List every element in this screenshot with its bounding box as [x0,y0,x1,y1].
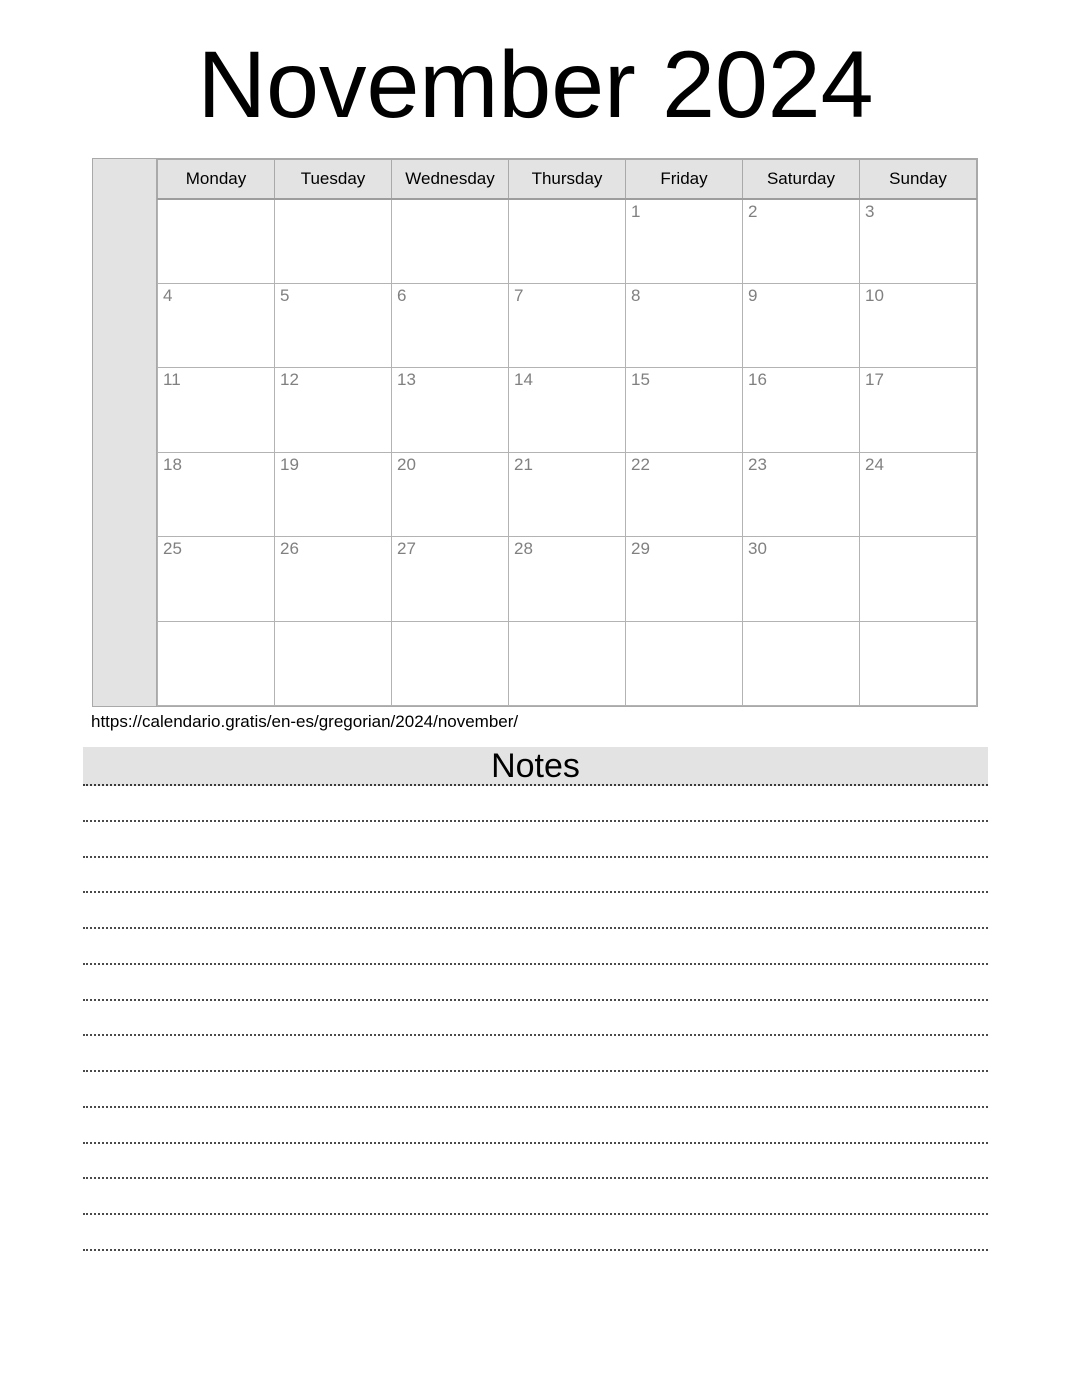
note-line [83,822,988,858]
calendar-cell [743,621,860,706]
week-row [158,621,977,706]
calendar-cell [860,368,977,453]
notes-title: Notes [491,747,580,785]
day-header: Wednesday [392,160,509,199]
day-number: 19 [280,454,299,474]
day-number: 15 [631,370,650,389]
calendar-cell [626,537,743,622]
calendar-cell [626,621,743,706]
calendar-cell [626,452,743,537]
calendar-cell [509,199,626,284]
note-line [83,1215,988,1251]
day-number: 7 [514,285,524,305]
calendar-cell [860,452,977,537]
calendar-cell [743,368,860,453]
calendar-cell [509,368,626,453]
day-number: 13 [397,370,416,389]
day-header: Sunday [860,160,977,199]
day-number: 24 [865,454,884,474]
week-row [158,283,977,368]
calendar-cell [275,621,392,706]
calendar-cell [275,452,392,537]
calendar-cell [392,537,509,622]
day-number: 11 [163,370,181,389]
calendar-cell [509,452,626,537]
calendar-cell [158,537,275,622]
week-row [158,199,977,284]
calendar-cell [509,537,626,622]
day-number: 16 [748,370,767,389]
note-line [83,965,988,1001]
calendar-cell [626,283,743,368]
week-gutter-column [93,159,157,706]
source-url: https://calendario.gratis/en-es/gregorian/2024/november/ [91,712,519,731]
day-number: 21 [514,454,533,474]
calendar-cell [158,199,275,284]
day-header: Monday [158,160,275,199]
day-number: 30 [748,539,767,558]
day-number: 17 [865,370,884,389]
day-header: Friday [626,160,743,199]
calendar-cell [158,452,275,537]
calendar-cell [626,199,743,284]
note-line [83,1108,988,1144]
week-row [158,368,977,453]
calendar-cell [158,621,275,706]
calendar-cell [743,283,860,368]
notes-lines [83,786,988,1251]
notes-header [83,747,988,786]
note-line [83,929,988,965]
day-number: 23 [748,454,767,474]
day-number: 25 [163,539,182,558]
day-number: 27 [397,539,416,558]
calendar [92,158,978,707]
day-header: Tuesday [275,160,392,199]
week-row [158,537,977,622]
note-line [83,1144,988,1180]
note-line [83,858,988,894]
note-line [83,1072,988,1108]
calendar-cell [860,283,977,368]
day-number: 14 [514,370,533,389]
day-number: 6 [397,285,407,305]
calendar-cell [275,199,392,284]
day-number: 18 [163,454,182,474]
day-header-row [158,160,977,199]
day-number: 5 [280,285,290,305]
calendar-cell [509,283,626,368]
calendar-cell [860,621,977,706]
calendar-cell [509,621,626,706]
day-number: 10 [865,285,884,305]
calendar-cell [743,452,860,537]
day-header: Saturday [743,160,860,199]
calendar-cell [392,368,509,453]
calendar-cell [392,452,509,537]
calendar-cell [275,537,392,622]
day-number: 20 [397,454,416,474]
day-number: 12 [280,370,299,389]
day-number: 29 [631,539,650,558]
calendar-cell [392,283,509,368]
calendar-cell [158,368,275,453]
day-number: 26 [280,539,299,558]
note-line [83,893,988,929]
day-number: 4 [163,285,173,305]
calendar-cell [626,368,743,453]
calendar-cell [275,283,392,368]
calendar-cell [392,621,509,706]
calendar-cell [392,199,509,284]
note-line [83,1179,988,1215]
day-header: Thursday [509,160,626,199]
calendar-cell [743,199,860,284]
day-number: 9 [748,285,758,305]
day-number: 28 [514,539,533,558]
day-number: 22 [631,454,650,474]
note-line [83,786,988,822]
calendar-cell [275,368,392,453]
page-title: November 2024 [197,32,874,138]
week-row [158,452,977,537]
note-line [83,1036,988,1072]
calendar-table [157,159,977,706]
day-number: 8 [631,285,641,305]
day-number: 2 [748,201,758,221]
calendar-body [158,199,977,706]
calendar-cell [743,537,860,622]
day-number: 1 [631,201,641,221]
calendar-cell [860,199,977,284]
note-line [83,1001,988,1037]
day-number: 3 [865,201,875,221]
calendar-cell [158,283,275,368]
calendar-cell [860,537,977,622]
